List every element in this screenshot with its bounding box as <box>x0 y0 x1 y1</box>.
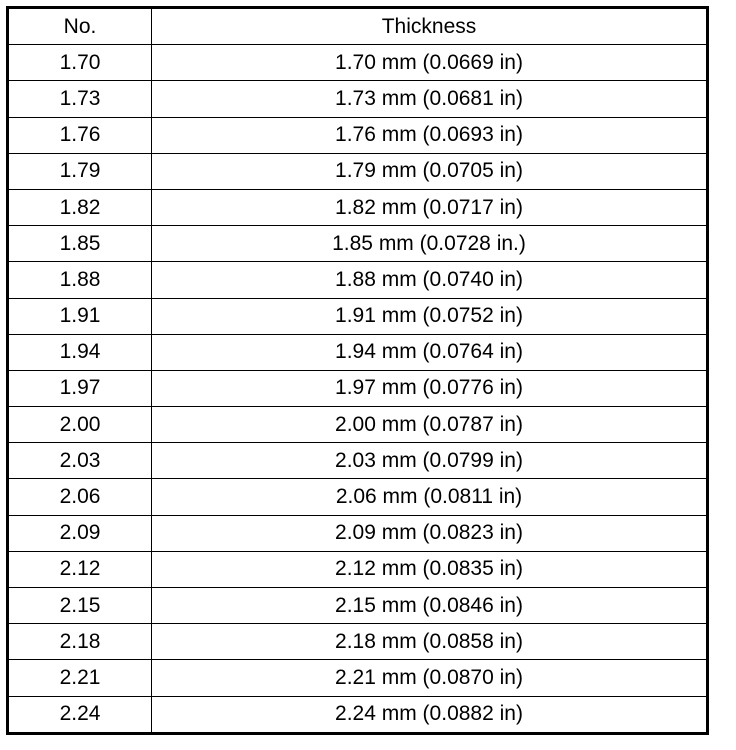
cell-no: 1.70 <box>8 45 152 81</box>
cell-thickness: 1.73 mm (0.0681 in) <box>152 81 708 117</box>
cell-no: 1.94 <box>8 334 152 370</box>
cell-no: 2.24 <box>8 696 152 733</box>
table-row <box>8 334 708 370</box>
table-row <box>8 624 708 660</box>
cell-no: 2.12 <box>8 551 152 587</box>
table-row <box>8 443 708 479</box>
table-row <box>8 551 708 587</box>
cell-thickness: 1.82 mm (0.0717 in) <box>152 189 708 225</box>
table-row <box>8 370 708 406</box>
table-row <box>8 45 708 81</box>
cell-no: 1.79 <box>8 153 152 189</box>
cell-thickness: 2.21 mm (0.0870 in) <box>152 660 708 696</box>
header-no: No. <box>8 8 152 45</box>
cell-no: 1.88 <box>8 262 152 298</box>
table-row <box>8 117 708 153</box>
thickness-table-container <box>6 6 709 735</box>
cell-thickness: 1.76 mm (0.0693 in) <box>152 117 708 153</box>
cell-thickness: 2.06 mm (0.0811 in) <box>152 479 708 515</box>
thickness-table <box>6 6 709 735</box>
cell-no: 2.03 <box>8 443 152 479</box>
cell-thickness: 2.12 mm (0.0835 in) <box>152 551 708 587</box>
cell-no: 1.85 <box>8 226 152 262</box>
table-row <box>8 189 708 225</box>
header-thickness: Thickness <box>152 8 708 45</box>
cell-thickness: 2.03 mm (0.0799 in) <box>152 443 708 479</box>
cell-no: 1.97 <box>8 370 152 406</box>
cell-no: 1.91 <box>8 298 152 334</box>
table-row <box>8 479 708 515</box>
cell-no: 2.00 <box>8 407 152 443</box>
cell-no: 1.73 <box>8 81 152 117</box>
table-row <box>8 153 708 189</box>
cell-thickness: 1.94 mm (0.0764 in) <box>152 334 708 370</box>
table-row <box>8 298 708 334</box>
cell-no: 2.09 <box>8 515 152 551</box>
cell-no: 2.21 <box>8 660 152 696</box>
cell-thickness: 2.15 mm (0.0846 in) <box>152 588 708 624</box>
cell-thickness: 1.70 mm (0.0669 in) <box>152 45 708 81</box>
cell-no: 1.82 <box>8 189 152 225</box>
cell-thickness: 2.00 mm (0.0787 in) <box>152 407 708 443</box>
cell-thickness: 1.85 mm (0.0728 in.) <box>152 226 708 262</box>
cell-thickness: 1.91 mm (0.0752 in) <box>152 298 708 334</box>
cell-no: 2.06 <box>8 479 152 515</box>
cell-thickness: 1.79 mm (0.0705 in) <box>152 153 708 189</box>
cell-no: 2.15 <box>8 588 152 624</box>
cell-thickness: 1.97 mm (0.0776 in) <box>152 370 708 406</box>
table-row <box>8 226 708 262</box>
cell-no: 1.76 <box>8 117 152 153</box>
cell-thickness: 1.88 mm (0.0740 in) <box>152 262 708 298</box>
table-row <box>8 588 708 624</box>
table-row <box>8 407 708 443</box>
cell-thickness: 2.24 mm (0.0882 in) <box>152 696 708 733</box>
table-row <box>8 660 708 696</box>
cell-no: 2.18 <box>8 624 152 660</box>
table-body <box>8 45 708 734</box>
table-row <box>8 696 708 733</box>
table-row <box>8 515 708 551</box>
table-row <box>8 81 708 117</box>
table-row <box>8 262 708 298</box>
cell-thickness: 2.18 mm (0.0858 in) <box>152 624 708 660</box>
cell-thickness: 2.09 mm (0.0823 in) <box>152 515 708 551</box>
table-header-row <box>8 8 708 45</box>
